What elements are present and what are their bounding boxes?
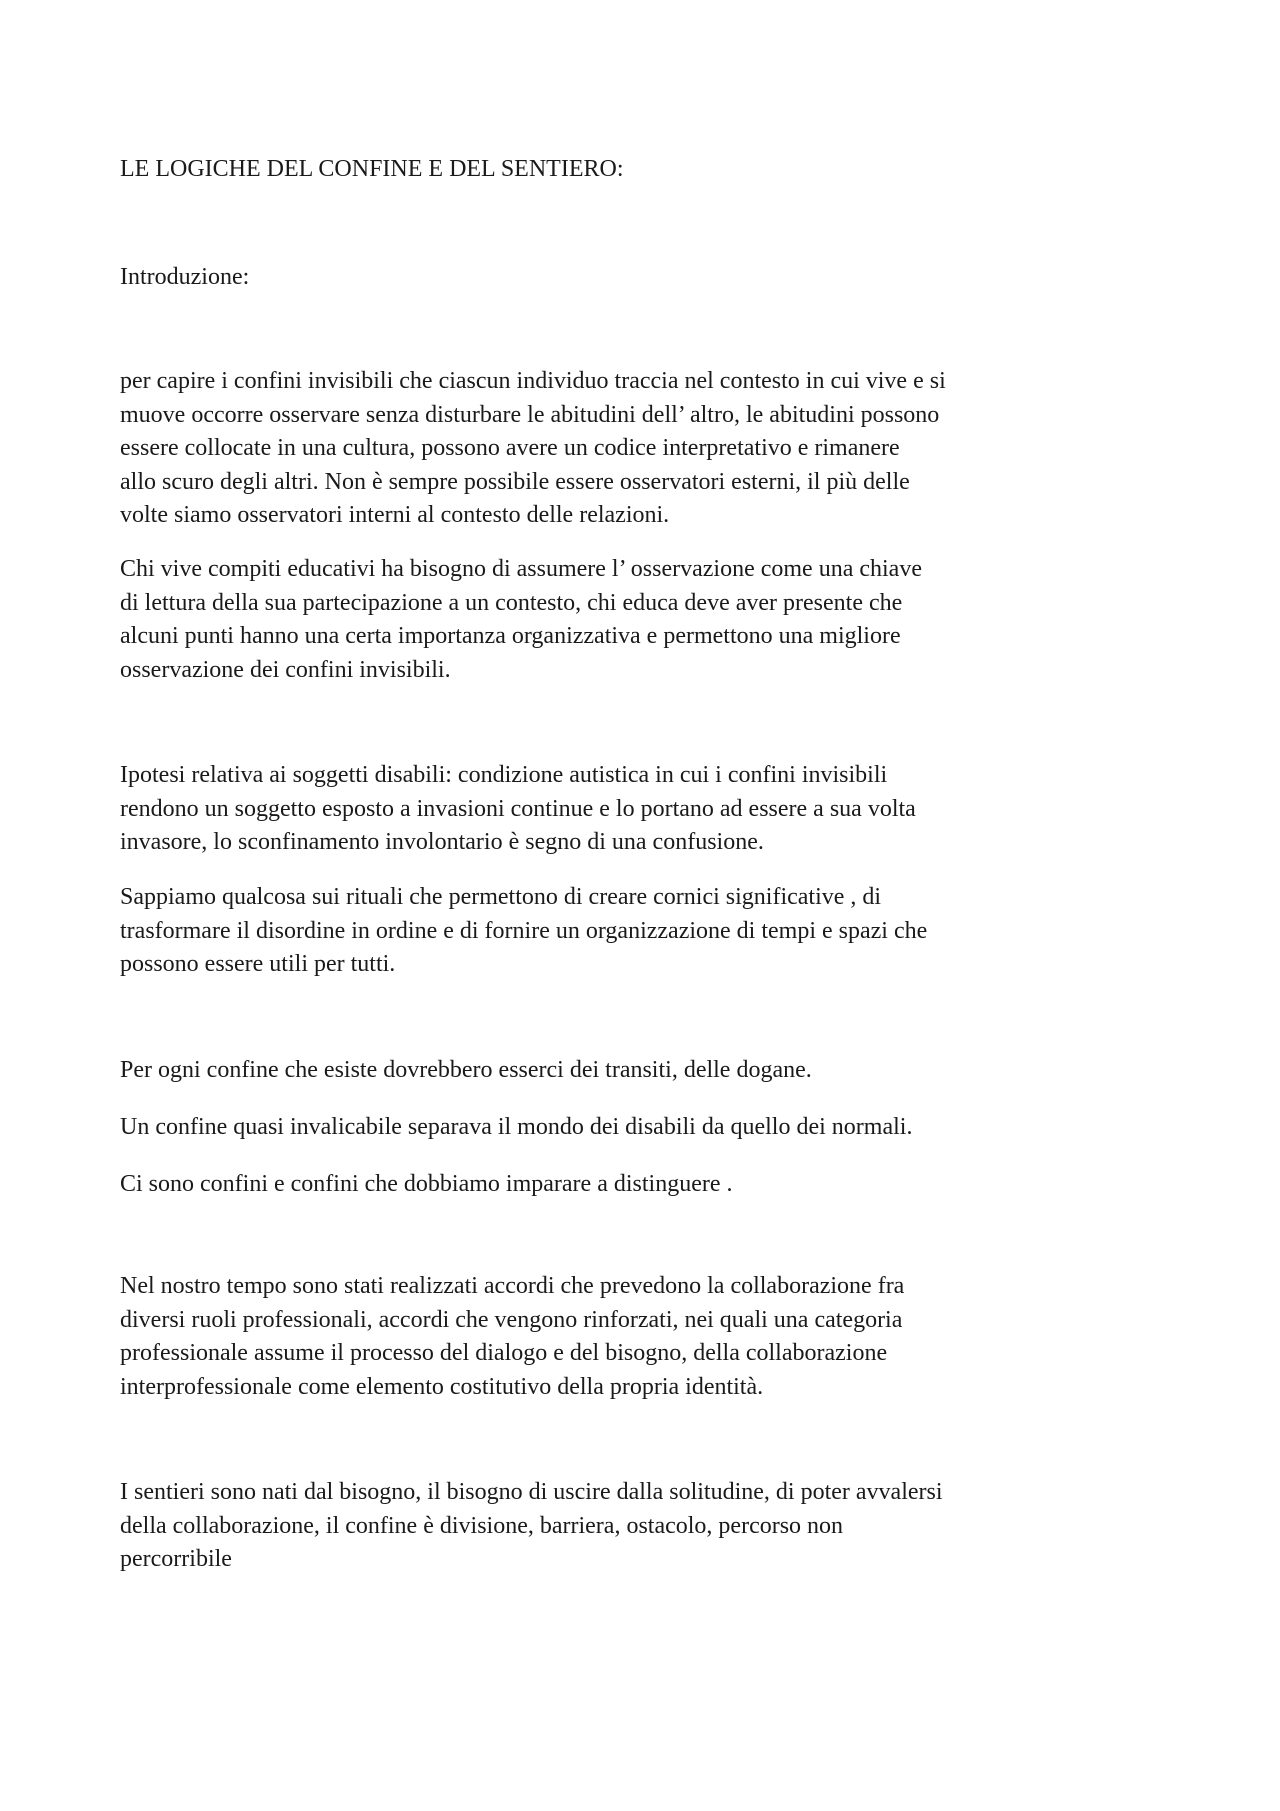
text-line: possono essere utili per tutti. [120,951,396,977]
text-line: interprofessionale come elemento costitutivo della propria identità. [120,1373,764,1400]
paragraph-6 [120,1111,912,1145]
paragraph-8 [120,1270,904,1404]
text-line: trasformare il disordine in ordine e di fornire un organizzazione di tempi e spazi che [120,917,928,944]
text-line: diversi ruoli professionali, accordi che vengono rinforzati, nei quali una categoria [120,1306,903,1333]
intro-heading: Introduzione: [120,264,250,290]
text-line: rendono un soggetto esposto a invasioni continue e lo portano ad essere a sua volta [120,795,916,822]
text-line: professionale assume il processo del dialogo e del bisogno, della collaborazione [120,1340,888,1366]
text-line: muove occorre osservare senza disturbare le abitudini dell’ altro, le abitudini possono [120,401,940,428]
text-line: Sappiamo qualcosa sui rituali che permettono di creare cornici significative , di [120,884,882,910]
text-line: volte siamo osservatori interni al contesto delle relazioni. [120,502,670,528]
text-line: allo scuro degli altri. Non è sempre possibile essere osservatori esterni, il più delle [120,468,910,495]
text-line: Chi vive compiti educativi ha bisogno di assumere l’ osservazione come una chiave [120,556,922,582]
paragraph-2 [120,553,922,687]
paragraph-5 [120,1054,812,1088]
text-line: alcuni punti hanno una certa importanza organizzativa e permettono una migliore [120,623,901,649]
text-line: di lettura della sua partecipazione a un contesto, chi educa deve aver presente che [120,589,903,616]
paragraph-3 [120,759,916,860]
text-line: Per ogni confine che esiste dovrebbero esserci dei transiti, delle dogane. [120,1057,812,1083]
text-line: invasore, lo sconfinamento involontario è segno di una confusione. [120,829,764,855]
text-line: essere collocate in una cultura, possono avere un codice interpretativo e rimanere [120,435,900,461]
paragraph-7 [120,1168,733,1202]
paragraph-1 [120,365,946,533]
text-line: Un confine quasi invalicabile separava il mondo dei disabili da quello dei normali. [120,1114,913,1140]
text-line: osservazione dei confini invisibili. [120,656,451,683]
paragraph-9 [120,1476,943,1577]
text-line: Nel nostro tempo sono stati realizzati accordi che prevedono la collaborazione fra [120,1273,905,1299]
text-line: per capire i confini invisibili che ciascun individuo traccia nel contesto in cui vive e si [120,368,946,394]
paragraph-4 [120,881,927,982]
text-line: Ipotesi relativa ai soggetti disabili: condizione autistica in cui i confini invisibili [120,762,888,788]
document-title: LE LOGICHE DEL CONFINE E DEL SENTIERO: [120,156,624,182]
text-line: percorribile [120,1546,232,1572]
text-line: Ci sono confini e confini che dobbiamo imparare a distinguere . [120,1171,733,1197]
text-line: della collaborazione, il confine è divisione, barriera, ostacolo, percorso non [120,1512,844,1539]
text-line: I sentieri sono nati dal bisogno, il bisogno di uscire dalla solitudine, di poter avvalersi [120,1479,943,1505]
